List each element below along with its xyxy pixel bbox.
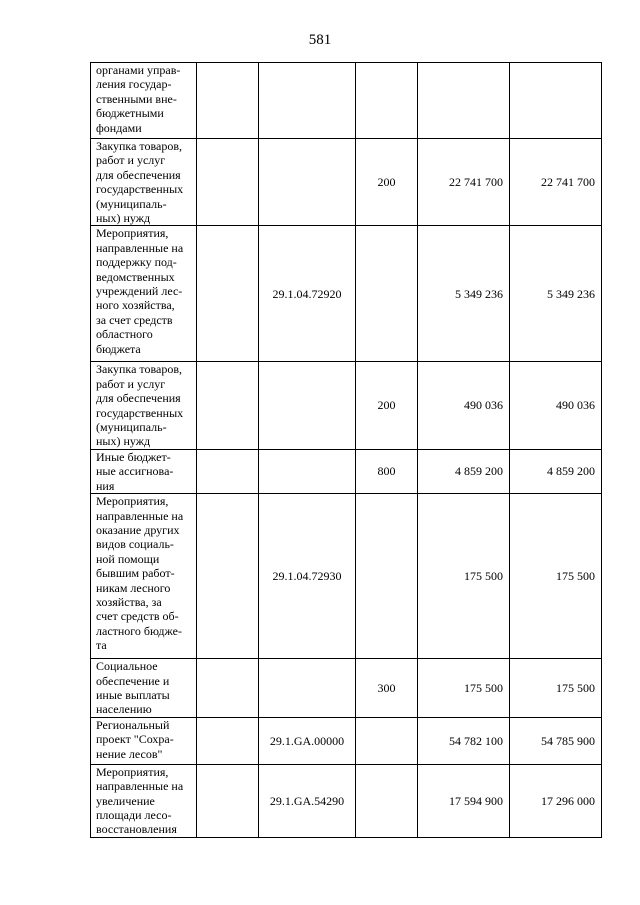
row-name-line: хозяйства, за bbox=[96, 594, 162, 609]
row-name-line: учреждений лес- bbox=[96, 284, 183, 299]
target-article-cell: 29.1.GA.00000 bbox=[259, 717, 356, 764]
expense-type-cell: 300 bbox=[356, 659, 418, 718]
table-row bbox=[91, 139, 602, 226]
expense-type-cell: 200 bbox=[356, 362, 418, 449]
row-name-line: иные выплаты bbox=[96, 687, 170, 702]
row-name-line: оказание других bbox=[96, 522, 180, 537]
row-name-line: ния bbox=[96, 478, 115, 493]
amount-cell-1: 5 349 236 bbox=[418, 226, 510, 362]
table-row bbox=[91, 63, 602, 139]
table-row bbox=[91, 449, 602, 493]
blank-cell bbox=[197, 226, 259, 362]
row-name-line: площади лесо- bbox=[96, 807, 172, 822]
row-name-cell bbox=[91, 659, 197, 718]
amount-cell-1: 22 741 700 bbox=[418, 139, 510, 226]
target-article-cell bbox=[259, 63, 356, 139]
row-name-cell bbox=[91, 764, 197, 837]
expense-type-cell bbox=[356, 764, 418, 837]
budget-table bbox=[90, 62, 602, 838]
row-name-line: поддержку под- bbox=[96, 255, 177, 270]
row-name-line: Региональный bbox=[96, 717, 170, 732]
blank-cell bbox=[197, 63, 259, 139]
row-name-line: (муниципаль- bbox=[96, 196, 167, 211]
row-name-line: направленные на bbox=[96, 779, 184, 794]
row-name-line: ления государ- bbox=[96, 77, 172, 92]
expense-type-cell bbox=[356, 226, 418, 362]
row-name-line: счет средств об- bbox=[96, 609, 179, 624]
amount-cell-2: 54 785 900 bbox=[510, 717, 602, 764]
row-name-cell bbox=[91, 139, 197, 226]
row-name-line: нение лесов" bbox=[96, 746, 163, 761]
expense-type-cell: 200 bbox=[356, 139, 418, 226]
row-name-cell bbox=[91, 362, 197, 449]
row-name-line: направленные на bbox=[96, 240, 184, 255]
blank-cell bbox=[197, 139, 259, 226]
blank-cell bbox=[197, 717, 259, 764]
amount-cell-1: 17 594 900 bbox=[418, 764, 510, 837]
row-name-line: Мероприятия, bbox=[96, 764, 169, 779]
row-name-line: восстановления bbox=[96, 822, 177, 837]
row-name-line: Мероприятия, bbox=[96, 494, 169, 509]
amount-cell-2: 5 349 236 bbox=[510, 226, 602, 362]
target-article-cell bbox=[259, 659, 356, 718]
row-name-line: работ и услуг bbox=[96, 376, 166, 391]
row-name-line: увеличение bbox=[96, 793, 155, 808]
row-name-cell bbox=[91, 449, 197, 493]
row-name-line: Закупка товаров, bbox=[96, 139, 182, 153]
row-name-line: для обеспечения bbox=[96, 391, 181, 406]
table-row bbox=[91, 764, 602, 837]
blank-cell bbox=[197, 494, 259, 659]
row-name-line: ных) нужд bbox=[96, 211, 151, 226]
target-article-cell bbox=[259, 362, 356, 449]
row-name-line: ластного бюдже- bbox=[96, 623, 182, 638]
target-article-cell bbox=[259, 449, 356, 493]
amount-cell-2: 4 859 200 bbox=[510, 449, 602, 493]
amount-cell-2: 22 741 700 bbox=[510, 139, 602, 226]
row-name-line: фондами bbox=[96, 120, 142, 135]
amount-cell-2: 490 036 bbox=[510, 362, 602, 449]
row-name-cell bbox=[91, 63, 197, 139]
row-name-line: государственных bbox=[96, 405, 184, 420]
row-name-line: Мероприятия, bbox=[96, 226, 169, 241]
row-name-line: областного bbox=[96, 327, 153, 342]
target-article-cell bbox=[259, 139, 356, 226]
row-name-line: ственными вне- bbox=[96, 91, 177, 106]
row-name-cell bbox=[91, 494, 197, 659]
row-name-line: Иные бюджет- bbox=[96, 449, 171, 464]
row-name-line: ной помощи bbox=[96, 551, 160, 566]
amount-cell-2: 175 500 bbox=[510, 494, 602, 659]
blank-cell bbox=[197, 449, 259, 493]
target-article-cell: 29.1.GA.54290 bbox=[259, 764, 356, 837]
row-name-line: Социальное bbox=[96, 659, 158, 674]
row-name-cell bbox=[91, 226, 197, 362]
expense-type-cell: 800 bbox=[356, 449, 418, 493]
row-name-line: Закупка товаров, bbox=[96, 362, 182, 377]
table-row bbox=[91, 717, 602, 764]
table-row bbox=[91, 362, 602, 449]
amount-cell-2: 175 500 bbox=[510, 659, 602, 718]
row-name-line: работ и услуг bbox=[96, 153, 166, 168]
row-name-cell bbox=[91, 717, 197, 764]
target-article-cell: 29.1.04.72930 bbox=[259, 494, 356, 659]
amount-cell-1: 490 036 bbox=[418, 362, 510, 449]
row-name-line: видов социаль- bbox=[96, 537, 174, 552]
row-name-line: органами управ- bbox=[96, 63, 181, 77]
page-number: 581 bbox=[308, 32, 332, 48]
row-name-line: обеспечение и bbox=[96, 673, 170, 688]
amount-cell-1: 175 500 bbox=[418, 659, 510, 718]
amount-cell-1: 175 500 bbox=[418, 494, 510, 659]
blank-cell bbox=[197, 764, 259, 837]
expense-type-cell bbox=[356, 717, 418, 764]
row-name-line: ного хозяйства, bbox=[96, 298, 175, 313]
row-name-line: направленные на bbox=[96, 508, 184, 523]
row-name-line: ных) нужд bbox=[96, 434, 151, 449]
row-name-line: ведомственных bbox=[96, 269, 175, 284]
expense-type-cell bbox=[356, 63, 418, 139]
amount-cell-1 bbox=[418, 63, 510, 139]
row-name-line: государственных bbox=[96, 182, 184, 197]
amount-cell-1: 4 859 200 bbox=[418, 449, 510, 493]
row-name-line: проект "Сохра- bbox=[96, 732, 174, 747]
expense-type-cell bbox=[356, 494, 418, 659]
row-name-line: (муниципаль- bbox=[96, 420, 167, 435]
row-name-line: населению bbox=[96, 702, 152, 717]
budget-table-body bbox=[91, 63, 602, 838]
row-name-line: никам лесного bbox=[96, 580, 171, 595]
row-name-line: бывшим работ- bbox=[96, 566, 175, 581]
table-row bbox=[91, 494, 602, 659]
blank-cell bbox=[197, 362, 259, 449]
amount-cell-1: 54 782 100 bbox=[418, 717, 510, 764]
table-row bbox=[91, 659, 602, 718]
amount-cell-2 bbox=[510, 63, 602, 139]
table-row bbox=[91, 226, 602, 362]
row-name-line: бюджета bbox=[96, 341, 141, 356]
target-article-cell: 29.1.04.72920 bbox=[259, 226, 356, 362]
row-name-line: ные ассигнова- bbox=[96, 464, 174, 479]
row-name-line: бюджетными bbox=[96, 106, 164, 121]
amount-cell-2: 17 296 000 bbox=[510, 764, 602, 837]
blank-cell bbox=[197, 659, 259, 718]
row-name-line: та bbox=[96, 638, 107, 653]
row-name-line: для обеспечения bbox=[96, 167, 181, 182]
row-name-line: за счет средств bbox=[96, 312, 173, 327]
